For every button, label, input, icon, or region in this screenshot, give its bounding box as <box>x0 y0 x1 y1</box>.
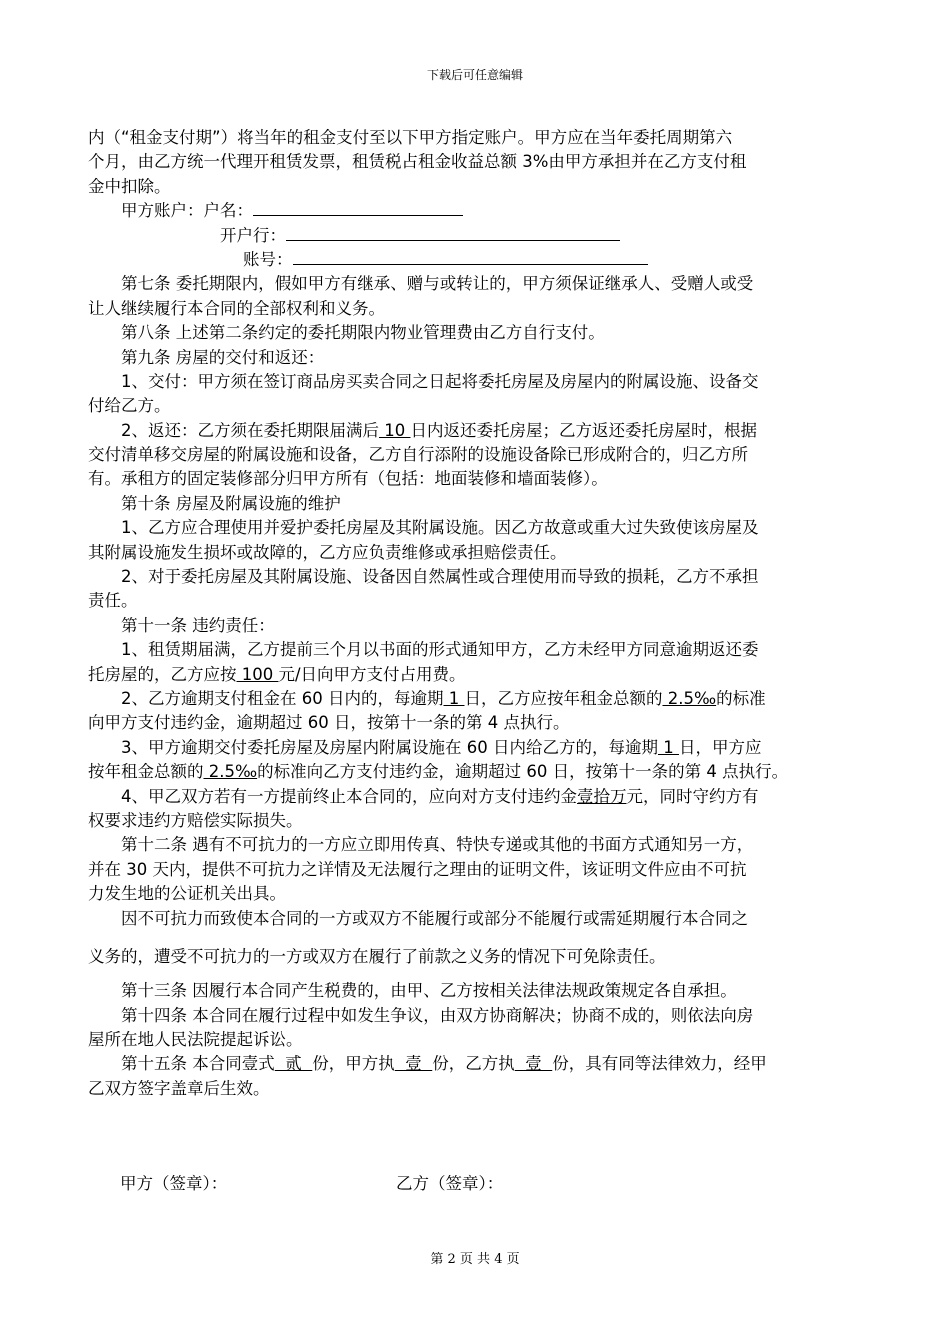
text-run: 第十五条 本合同壹式 <box>121 1054 275 1074</box>
article-11-3-line <box>88 760 870 784</box>
article-12-line: 力发生地的公证机关出具。 <box>88 884 286 904</box>
article-10-2-line: 责任。 <box>88 591 138 611</box>
account-number-blank <box>293 248 648 265</box>
article-12-para2-line: 义务的，遭受不可抗力的一方或双方在履行了前款之义务的情况下可免除责任。 <box>88 946 666 966</box>
text-run: 托房屋的，乙方应按 <box>88 664 237 684</box>
article-9-2-line: 交付清单移交房屋的附属设施和设备，乙方自行添附的设施设备除已形成附合的，归乙方所 <box>88 445 748 465</box>
article-7-line: 让人继续履行本合同的全部权利和义务。 <box>88 298 385 318</box>
article-11-3-line <box>88 736 870 760</box>
occupancy-fee-value: 100 <box>236 664 279 684</box>
account-bank-row <box>88 224 870 248</box>
article-9-title: 第九条 房屋的交付和返还： <box>121 347 325 367</box>
page-footer: 第 2 页 共 4 页 <box>430 1252 520 1267</box>
article-11-2-line <box>88 687 870 711</box>
article-12-para2-line: 因不可抗力而致使本合同的一方或双方不能履行或部分不能履行或需延期履行本合同之 <box>121 908 748 928</box>
account-name-blank <box>253 199 463 216</box>
paragraph-line: 个月，由乙方统一代理开租赁发票，租赁税占租金收益总额 3%由甲方承担并在乙方支付租 <box>88 152 747 172</box>
account-bank-blank <box>286 224 620 241</box>
text-run: 日内返还委托房屋；乙方返还委托房屋时，根据 <box>410 420 757 440</box>
penalty-amount-value: 壹拾万 <box>577 786 627 806</box>
text-run: 2、乙方逾期支付租金在 60 日内的，每逾期 <box>121 688 444 708</box>
article-10-title: 第十条 房屋及附属设施的维护 <box>121 493 341 513</box>
text-run: 2、返还：乙方须在委托期限届满后 <box>121 420 379 440</box>
spacer <box>88 931 870 945</box>
party-a-signature-label: 甲方（签章）： <box>120 1174 228 1193</box>
article-10-2-line: 2、对于委托房屋及其附属设施、设备因自然属性或合理使用而导致的损耗，乙方不承担 <box>121 567 759 587</box>
article-11-title: 第十一条 违约责任： <box>121 615 275 635</box>
copies-party-b-value: 壹 <box>514 1054 553 1074</box>
paragraph-line: 内（“租金支付期”）将当年的租金支付至以下甲方指定账户。甲方应在当年委托周期第六 <box>88 128 733 147</box>
text-run: 份，具有同等法律效力，经甲 <box>552 1054 767 1074</box>
spacer <box>88 969 870 979</box>
text-run: 的标准 <box>716 688 766 708</box>
article-11-2-line: 向甲方支付违约金，逾期超过 60 日，按第十一条的第 4 点执行。 <box>88 713 570 733</box>
article-7-line: 第七条 委托期限内，假如甲方有继承、赠与或转让的，甲方须保证继承人、受赠人或受 <box>121 274 754 294</box>
article-11-4-line: 权要求违约方赔偿实际损失。 <box>88 810 303 830</box>
article-8: 第八条 上述第二条约定的委托期限内物业管理费由乙方自行支付。 <box>121 323 605 343</box>
text-run: 份，乙方执 <box>432 1054 515 1074</box>
account-number-label: 账号： <box>243 249 293 269</box>
article-13: 第十三条 因履行本合同产生税费的，由甲、乙方按相关法律法规政策规定各自承担。 <box>121 981 737 1001</box>
contract-body <box>88 126 870 1101</box>
copies-party-a-value: 壹 <box>394 1054 433 1074</box>
article-9-2-line: 有。承租方的固定装修部分归甲方所有（包括：地面装修和墙面装修）。 <box>88 469 608 489</box>
overdue-day-value: 1 <box>443 688 465 708</box>
text-run: 元/日向甲方支付占用费。 <box>278 664 466 684</box>
text-run: 份，甲方执 <box>312 1054 395 1074</box>
article-11-4-line <box>88 785 870 809</box>
text-run: 3、甲方逾期交付委托房屋及房屋内附属设施在 60 日内给乙方的，每逾期 <box>121 737 658 757</box>
account-bank-label: 开户行： <box>220 225 286 245</box>
article-12-line: 第十二条 遇有不可抗力的一方应立即用传真、特快专递或其他的书面方式通知另一方， <box>121 835 754 855</box>
article-10-1-line: 1、乙方应合理使用并爱护委托房屋及其附属设施。因乙方故意或重大过失致使该房屋及 <box>121 518 759 538</box>
party-b-signature-label: 乙方（签章）： <box>396 1174 504 1193</box>
article-9-1-line: 付给乙方。 <box>88 396 171 416</box>
copies-total-value: 贰 <box>274 1054 313 1074</box>
account-name-row <box>88 199 870 223</box>
article-15-line: 乙双方签字盖章后生效。 <box>88 1078 270 1098</box>
article-11-1-line <box>88 663 870 687</box>
return-days-value: 10 <box>379 420 411 440</box>
account-name-label: 户名： <box>203 201 253 221</box>
article-15-line <box>88 1052 870 1076</box>
article-11-1-line: 1、租赁期届满，乙方提前三个月以书面的形式通知甲方，乙方未经甲方同意逾期返还委 <box>121 640 759 660</box>
account-label: 甲方账户： <box>121 201 204 221</box>
article-14-line: 第十四条 本合同在履行过程中如发生争议，由双方协商解决；协商不成的，则依法向房 <box>121 1005 754 1025</box>
overdue-day-value: 1 <box>657 737 679 757</box>
penalty-rate-value: 2.5‰ <box>203 762 258 782</box>
account-number-row <box>88 248 870 272</box>
text-run: 日，甲方应 <box>678 737 762 757</box>
page-header: 下载后可任意编辑 <box>426 68 523 82</box>
text-run: 的标准向乙方支付违约金，逾期超过 60 日，按第十一条的第 4 点执行。 <box>257 762 789 782</box>
penalty-rate-value: 2.5‰ <box>662 688 717 708</box>
article-12-line: 并在 30 天内，提供不可抗力之详情及无法履行之理由的证明文件，该证明文件应由不可抗 <box>88 859 747 879</box>
text-run: 元，同时守约方有 <box>626 786 759 806</box>
text-run: 日，乙方应按年租金总额的 <box>464 688 663 708</box>
article-14-line: 屋所在地人民法院提起诉讼。 <box>88 1030 303 1050</box>
paragraph-line: 金中扣除。 <box>88 176 171 196</box>
article-10-1-line: 其附属设施发生损坏或故障的，乙方应负责维修或承担赔偿责任。 <box>88 542 567 562</box>
article-9-1-line: 1、交付：甲方须在签订商品房买卖合同之日起将委托房屋及房屋内的附属设施、设备交 <box>121 371 759 391</box>
text-run: 4、甲乙双方若有一方提前终止本合同的，应向对方支付违约金 <box>121 786 577 806</box>
text-run: 按年租金总额的 <box>88 762 204 782</box>
article-9-2-line <box>88 419 870 443</box>
